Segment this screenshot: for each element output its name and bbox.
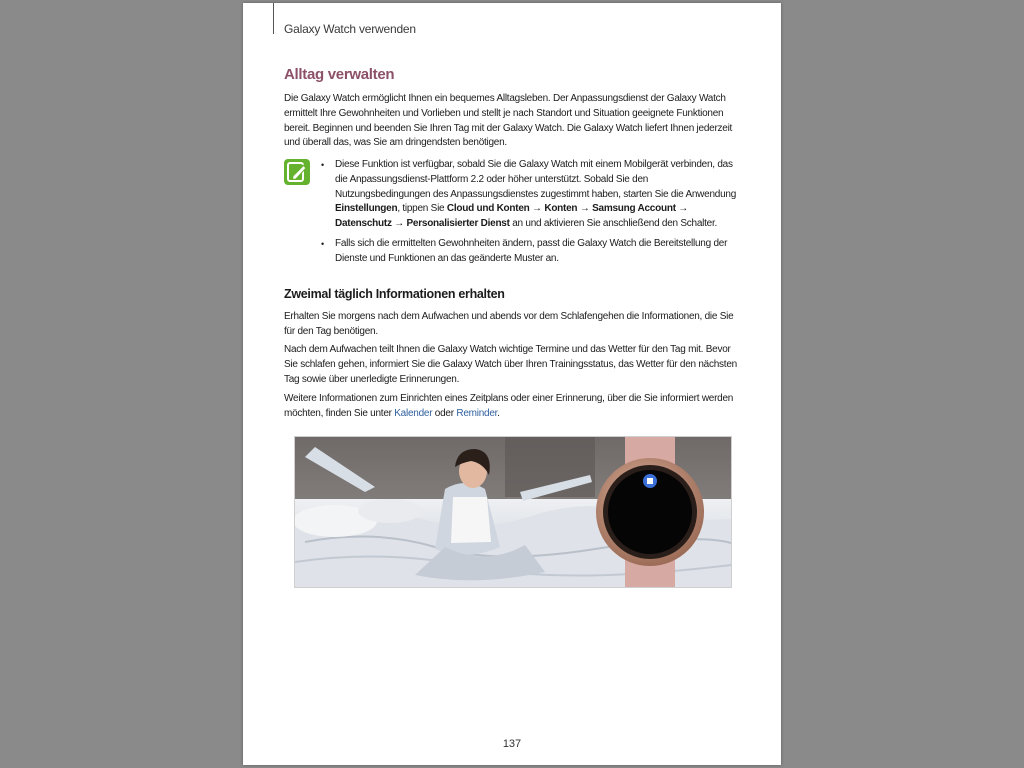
menu-path-konten: Konten [544,203,578,215]
document-page [243,3,781,765]
menu-path-cloud: Cloud und Konten [446,203,530,215]
header-rule [273,3,274,34]
paragraph: Erhalten Sie morgens nach dem Aufwachen und abends vor dem Schlafengehen die Informationen, die Sie für den Tag benötigen. [284,311,734,337]
note-text: , tippen Sie [397,203,447,215]
note-item [321,158,741,232]
arrow-separator: → [577,203,593,215]
note-item: • Falls sich die ermittelten Gewohnheiten ändern, passt die Galaxy Watch die Bereitstellung der Dienste und Funktionen an das geänderte Muster an. [321,237,741,267]
menu-path-personalisierter-dienst: Personalisierter Dienst [406,218,510,230]
arrow-separator: → [391,218,407,230]
note-list [321,158,741,272]
link-reminder[interactable]: Reminder [456,407,498,419]
note-text: Diese Funktion ist verfügbar, sobald Sie die Galaxy Watch mit einem Mobilgerät verbinden, das die Anpassungsdienst-Plattform 2.2 oder höher unterstützt. Sobald Sie den Nutzungsbedingungen des Anpassungsdienstes zugestimmt haben, starten Sie die Anwendung [335,159,737,200]
header-title: Galaxy Watch verwenden [284,22,416,36]
menu-path-samsung-account: Samsung Account [592,203,676,215]
intro-paragraph: Die Galaxy Watch ermöglicht Ihnen ein bequemes Alltagsleben. Der Anpassungsdienst der Galaxy Watch ermittelt Ihre Gewohnheiten und Vorlieben und stellt je nach Standort und Situation geeignete Funktionen bereit. Beginnen und beenden Sie Ihren Tag mit der Galaxy Watch. Die Galaxy Watch liefert Ihnen jederzeit und überall das, was Sie am dringendsten benötigen. [284,93,733,149]
subsection-title: Zweimal täglich Informationen erhalten [284,287,505,301]
paragraph: Nach dem Aufwachen teilt Ihnen die Galaxy Watch wichtige Termine und das Wetter für den Tag mit. Bevor Sie schlafen gehen, informiert Sie die Galaxy Watch über Ihren Trainingsstatus, das Wetter für den nächsten Tag sowie über unerledigte Erinnerungen. [284,344,737,385]
hero-image [294,436,732,588]
paragraph-with-links [284,392,739,422]
note-text: an und aktivieren Sie anschließend den Schalter. [509,218,718,230]
note-pen-icon [284,159,310,185]
page-number: 137 [502,738,522,750]
paragraph-text: Weitere Informationen zum Einrichten eines Zeitplans oder einer Erinnerung, über die Sie informiert werden möchten, finden Sie unter [284,393,734,419]
menu-path-datenschutz: Datenschutz [335,218,392,230]
paragraph-text: . [497,407,500,419]
arrow-separator: → [675,203,689,215]
hero-illustration [295,437,731,587]
link-kalender[interactable]: Kalender [394,407,433,419]
paragraph-text: oder [432,407,457,419]
section-title: Alltag verwalten [284,66,395,83]
menu-path-einstellungen: Einstellungen [335,203,398,215]
arrow-separator: → [529,203,545,215]
